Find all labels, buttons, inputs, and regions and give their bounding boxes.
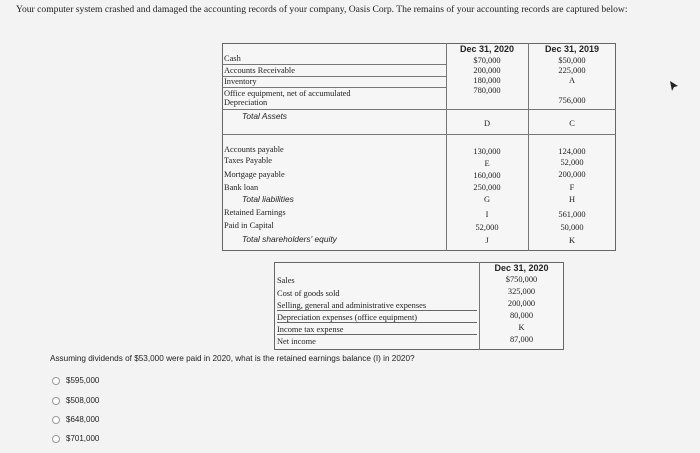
cell-2019: F <box>569 183 575 192</box>
cell-2019: $50,000 <box>558 56 586 65</box>
cell-2019: 200,000 <box>558 170 586 179</box>
income-row-value: 200,000 <box>507 299 536 308</box>
total-equity-label: Total shareholders' equity <box>242 234 337 244</box>
header-2020: Dec 31, 2020 <box>459 44 515 54</box>
row-rule <box>222 64 446 65</box>
question-text: Assuming dividends of $53,000 were paid in 2020, what is the retained earnings balance (I) in 2020? <box>50 354 415 363</box>
balance-sheet-table <box>222 43 616 251</box>
income-row-label: Cost of goods sold <box>277 289 340 298</box>
row-label-cont: Depreciation <box>224 98 268 107</box>
row-label: Office equipment, net of accumulated <box>224 89 351 98</box>
cell-2020: 52,000 <box>475 223 499 232</box>
total-equity-2020: J <box>485 236 489 245</box>
row-label: Paid in Capital <box>224 221 274 230</box>
total-liabilities-label: Total liabilities <box>242 194 294 204</box>
cell-2020: E <box>484 159 490 168</box>
row-rule <box>222 134 616 135</box>
row-label: Accounts Receivable <box>224 66 295 75</box>
total-assets-2020: D <box>483 119 491 128</box>
row-label: Inventory <box>224 77 257 86</box>
cell-2020: 200,000 <box>473 66 501 75</box>
radio-button[interactable] <box>52 416 60 424</box>
income-row-value: $750,000 <box>505 275 538 284</box>
answer-option[interactable] <box>52 434 99 443</box>
row-label: Retained Earnings <box>224 208 286 217</box>
cell-2020: $70,000 <box>473 56 501 65</box>
row-label: Mortgage payable <box>224 170 285 179</box>
row-rule <box>222 109 616 110</box>
radio-button[interactable] <box>52 397 60 405</box>
income-row-value: 325,000 <box>507 287 536 296</box>
option-label[interactable]: $508,000 <box>66 396 100 405</box>
income-row-value: 80,000 <box>509 311 534 320</box>
row-label: Bank loan <box>224 183 259 192</box>
total-liabilities-2019: H <box>568 195 576 204</box>
income-row-value: 87,000 <box>509 335 534 344</box>
cell-2019: A <box>568 76 576 85</box>
answer-option[interactable] <box>52 415 99 424</box>
option-label[interactable]: $595,000 <box>66 376 100 385</box>
question-intro: Your computer system crashed and damaged the accounting records of your company, Oasis Corp. The remains of your accounting records are captured below: <box>16 4 628 15</box>
income-row-label: Income tax expense <box>277 325 477 335</box>
income-row-value: K <box>518 323 525 332</box>
total-assets-label: Total Assets <box>242 111 287 121</box>
answer-option[interactable] <box>52 396 99 405</box>
header-2019: Dec 31, 2019 <box>544 44 600 54</box>
income-row-label: Sales <box>277 276 295 285</box>
income-row-label: Depreciation expenses (office equipment) <box>277 313 477 323</box>
cell-2019: 561,000 <box>558 210 586 219</box>
radio-button[interactable] <box>52 377 60 385</box>
row-label: Cash <box>224 54 241 63</box>
cell-2020: 160,000 <box>473 171 501 180</box>
mouse-cursor-icon <box>669 80 679 92</box>
cell-2019: 50,000 <box>560 223 584 232</box>
cell-2020: 180,000 <box>473 76 501 85</box>
row-rule <box>222 87 446 88</box>
cell-2020: 250,000 <box>473 183 501 192</box>
income-statement-table <box>274 262 564 350</box>
cell-2020: 780,000 <box>473 86 501 95</box>
total-equity-2019: K <box>568 236 576 245</box>
income-header: Dec 31, 2020 <box>494 263 549 273</box>
total-liabilities-2020: G <box>483 195 491 204</box>
cell-2019: 225,000 <box>558 66 586 75</box>
radio-button[interactable] <box>52 435 60 443</box>
option-label[interactable]: $701,000 <box>66 434 100 443</box>
cell-2020: I <box>485 210 489 219</box>
option-label[interactable]: $648,000 <box>66 415 100 424</box>
row-label: Taxes Payable <box>224 156 273 165</box>
income-row-label: Net income <box>277 337 316 346</box>
cell-2019: 52,000 <box>560 158 584 167</box>
cell-2019: 756,000 <box>558 96 586 105</box>
total-assets-2019: C <box>569 119 575 128</box>
row-label: Accounts payable <box>224 145 284 154</box>
cell-2020: 130,000 <box>473 147 501 156</box>
cell-2019: 124,000 <box>558 147 586 156</box>
income-row-label: Selling, general and administrative expenses <box>277 301 477 311</box>
answer-option[interactable] <box>52 376 99 385</box>
